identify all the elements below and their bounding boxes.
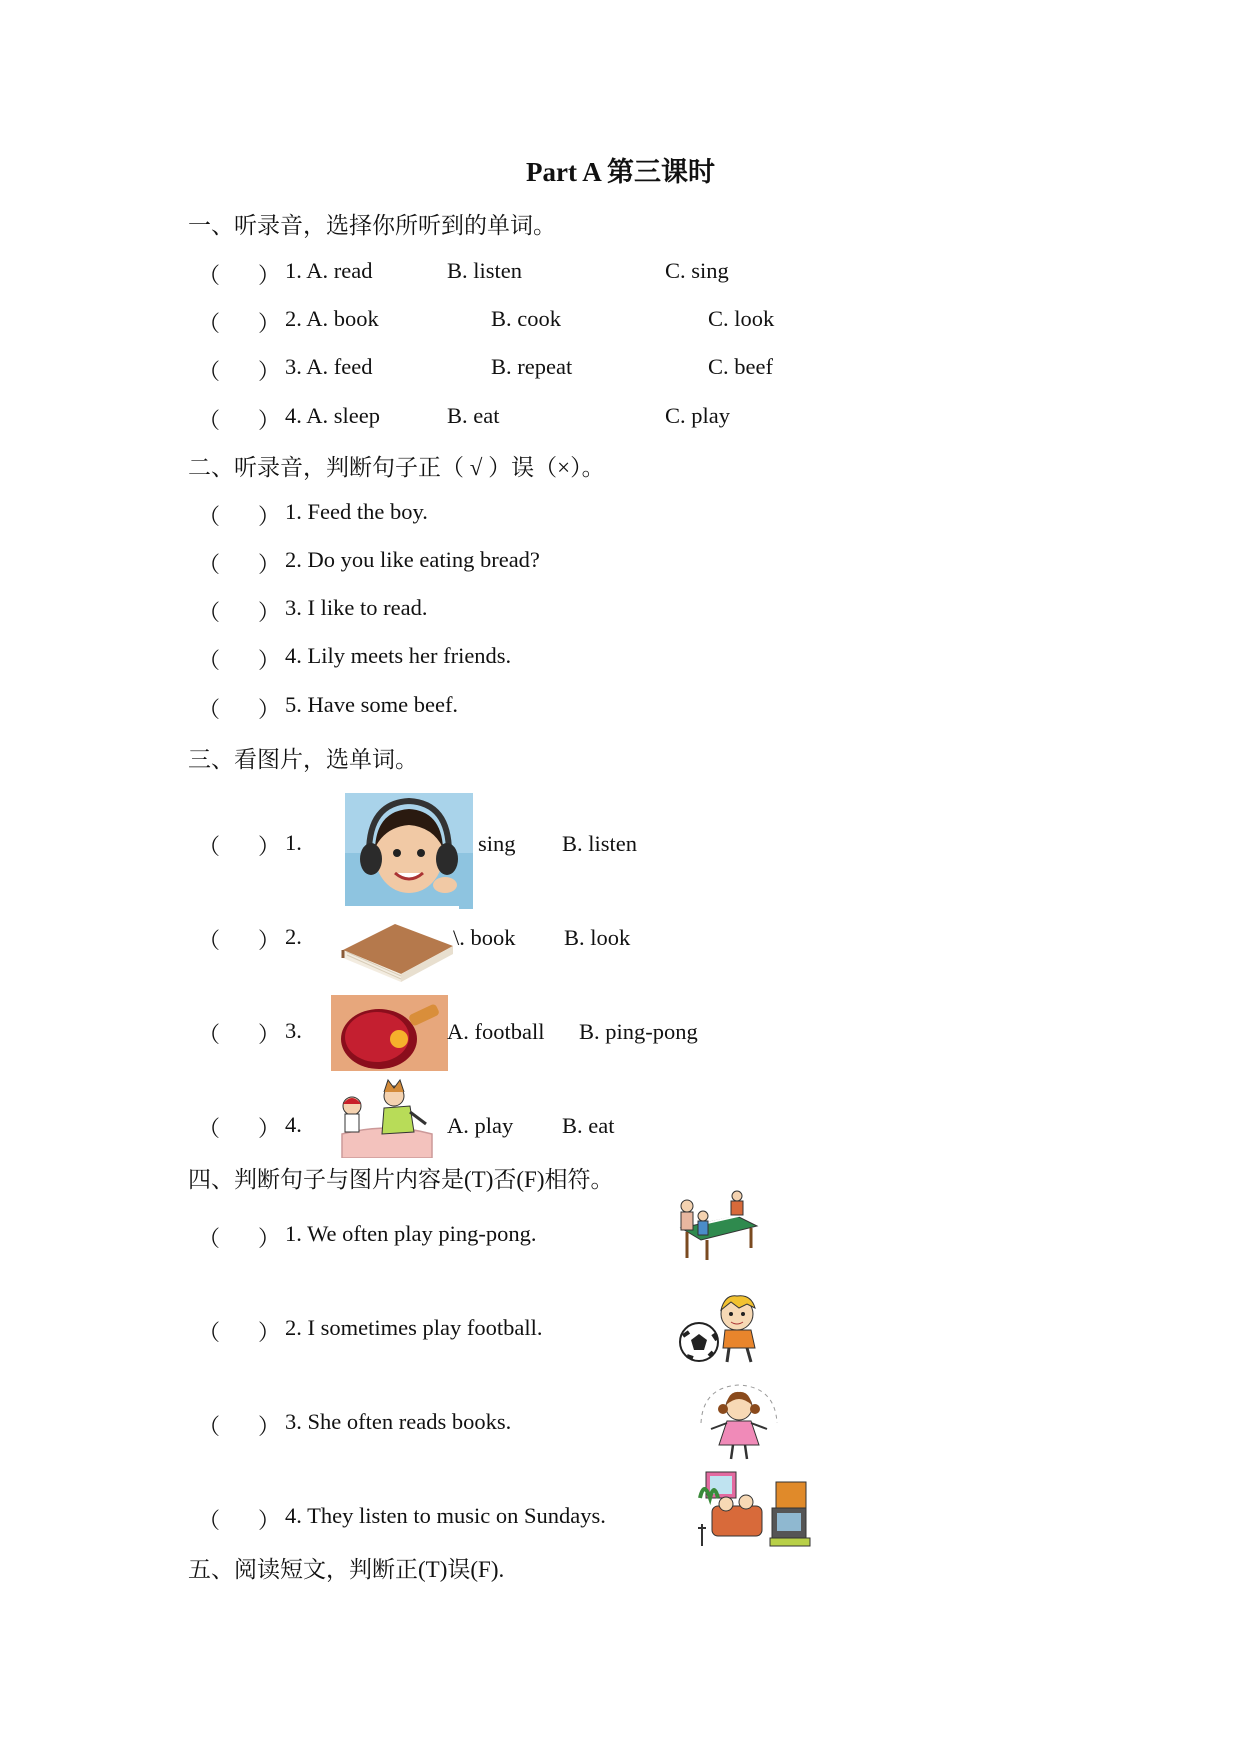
section3-heading: 三、看图片，选单词。: [188, 747, 418, 772]
option-b: B. eat: [447, 403, 500, 428]
answer-paren-open[interactable]: （: [198, 1226, 221, 1251]
statement: 5. Have some beef.: [285, 692, 459, 717]
page-title: Part A 第三课时: [526, 157, 715, 187]
answer-paren-open[interactable]: （: [198, 1508, 221, 1533]
statement: 2. I sometimes play football.: [285, 1315, 543, 1340]
answer-paren-close: ）: [258, 834, 281, 859]
option-b: B. repeat: [491, 354, 573, 379]
answer-paren-close: ）: [258, 1226, 281, 1251]
answer-paren-open[interactable]: （: [198, 408, 221, 433]
option-b: B. listen: [447, 258, 523, 283]
option-a: 3. A. feed: [285, 354, 373, 379]
answer-paren-close: ）: [258, 504, 281, 529]
answer-paren-open[interactable]: （: [198, 697, 221, 722]
section5-heading: 五、阅读短文，判断正(T)误(F).: [188, 1557, 505, 1582]
option-a: sing: [478, 831, 516, 856]
answer-paren-open[interactable]: （: [198, 648, 221, 673]
option-c: C. beef: [708, 354, 773, 379]
answer-paren-close: ）: [258, 928, 281, 953]
option-b: B. cook: [491, 306, 561, 331]
family-watching-tv-image: [696, 1468, 812, 1548]
statement: 3. I like to read.: [285, 595, 428, 620]
answer-paren-close: ）: [258, 1414, 281, 1439]
ping-pong-players-image: [667, 1188, 761, 1264]
statement: 1. We often play ping-pong.: [285, 1221, 537, 1246]
answer-paren-open[interactable]: （: [198, 263, 221, 288]
answer-paren-close: ）: [258, 1508, 281, 1533]
item-number: 1.: [285, 830, 302, 855]
option-b: B. ping-pong: [579, 1019, 698, 1044]
boy-with-football-image: [677, 1290, 769, 1366]
children-playing-image: [328, 1076, 444, 1158]
answer-paren-open[interactable]: （: [198, 600, 221, 625]
answer-paren-open[interactable]: （: [198, 504, 221, 529]
item-number: 3.: [285, 1018, 302, 1043]
section1-heading: 一、听录音，选择你所听到的单词。: [188, 213, 556, 238]
answer-paren-open[interactable]: （: [198, 1320, 221, 1345]
answer-paren-close: ）: [258, 1116, 281, 1141]
option-a: 4. A. sleep: [285, 403, 380, 428]
answer-paren-close: ）: [258, 600, 281, 625]
answer-paren-close: ）: [258, 1320, 281, 1345]
answer-paren-close: ）: [258, 408, 281, 433]
option-a: 2. A. book: [285, 306, 379, 331]
statement: 4. They listen to music on Sundays.: [285, 1503, 606, 1528]
girl-jumping-rope-image: [691, 1383, 787, 1463]
answer-paren-open[interactable]: （: [198, 359, 221, 384]
statement: 4. Lily meets her friends.: [285, 643, 512, 668]
option-a: A. play: [447, 1113, 514, 1138]
answer-paren-close: ）: [258, 697, 281, 722]
statement: 3. She often reads books.: [285, 1409, 512, 1434]
answer-paren-close: ）: [258, 648, 281, 673]
option-b: B. eat: [562, 1113, 615, 1138]
ping-pong-paddle-image: [331, 995, 448, 1071]
option-a: \. book: [453, 925, 516, 950]
answer-paren-open[interactable]: （: [198, 928, 221, 953]
book-image: [337, 906, 459, 986]
answer-paren-open[interactable]: （: [198, 311, 221, 336]
statement: 1. Feed the boy.: [285, 499, 428, 524]
option-b: B. listen: [562, 831, 638, 856]
answer-paren-open[interactable]: （: [198, 1414, 221, 1439]
answer-paren-open[interactable]: （: [198, 834, 221, 859]
answer-paren-open[interactable]: （: [198, 1116, 221, 1141]
answer-paren-close: ）: [258, 359, 281, 384]
section4-heading: 四、判断句子与图片内容是(T)否(F)相符。: [188, 1167, 614, 1192]
section2-heading: 二、听录音，判断句子正（ √ ）误（×）。: [188, 455, 605, 480]
option-c: C. play: [665, 403, 730, 428]
option-c: C. look: [708, 306, 775, 331]
answer-paren-open[interactable]: （: [198, 1022, 221, 1047]
answer-paren-close: ）: [258, 311, 281, 336]
answer-paren-close: ）: [258, 552, 281, 577]
item-number: 4.: [285, 1112, 302, 1137]
answer-paren-open[interactable]: （: [198, 552, 221, 577]
option-a: 1. A. read: [285, 258, 373, 283]
option-a: A. football: [447, 1019, 545, 1044]
item-number: 2.: [285, 924, 302, 949]
option-c: C. sing: [665, 258, 729, 283]
girl-with-headphones-image: [345, 793, 473, 909]
statement: 2. Do you like eating bread?: [285, 547, 540, 572]
answer-paren-close: ）: [258, 263, 281, 288]
answer-paren-close: ）: [258, 1022, 281, 1047]
option-b: B. look: [564, 925, 631, 950]
